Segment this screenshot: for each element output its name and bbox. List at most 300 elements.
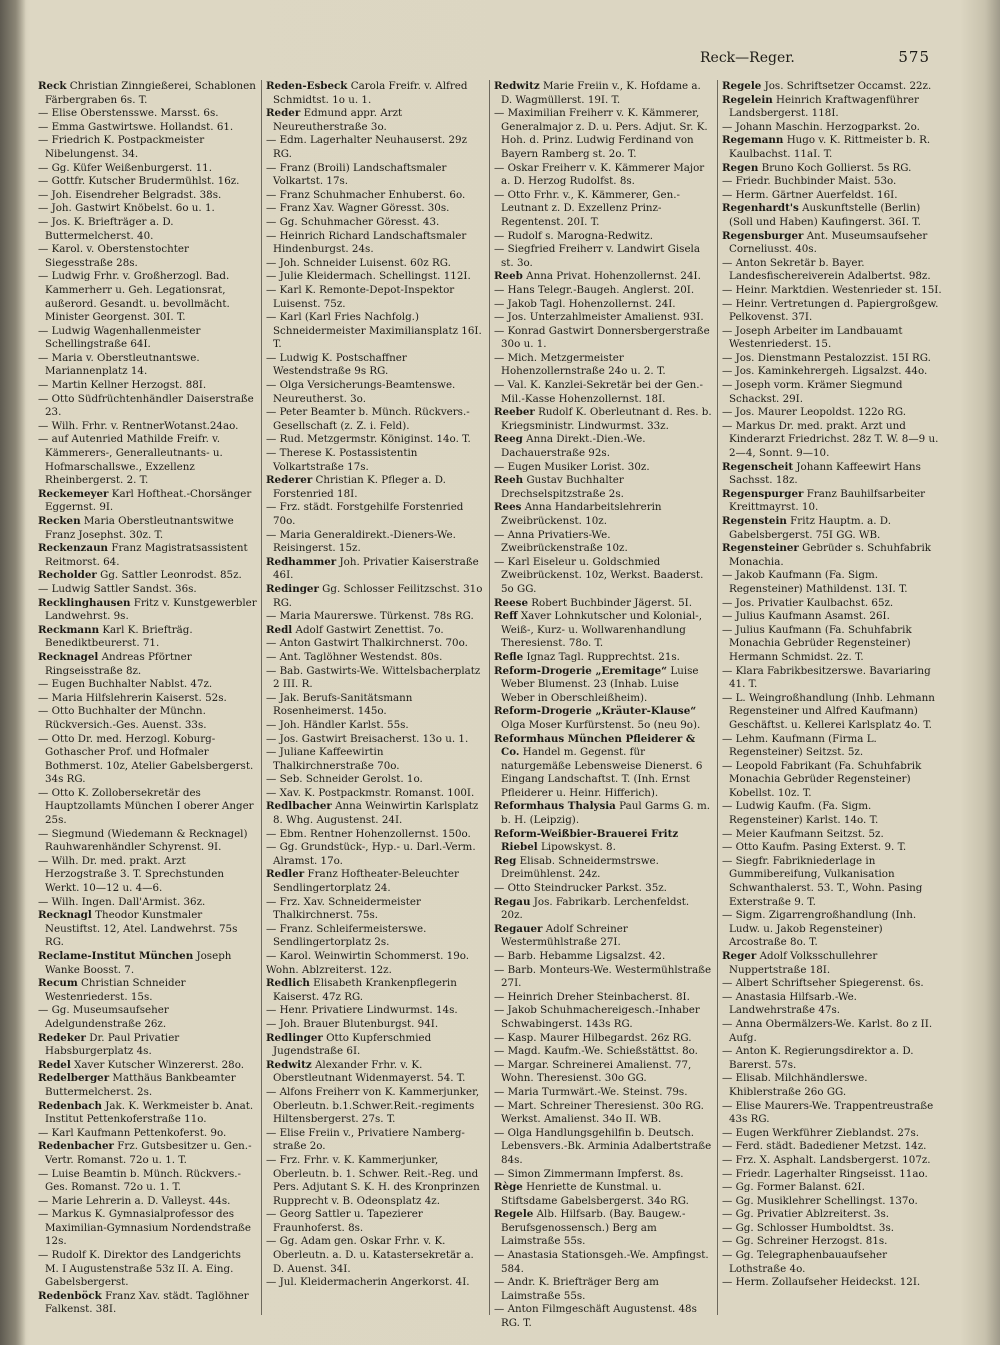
directory-entry [38,162,257,176]
entry-text: — Franz Xav. Wagner Göresst. 30s. [266,202,450,215]
directory-entry [266,433,485,447]
entry-surname: Regenhardt's [722,202,799,215]
directory-entry [38,216,257,243]
entry-text: — Anton Gastwirt Thalkirchnerst. 70o. [266,637,468,650]
entry-text: — Mart. Schreiner Theresienst. 30o RG. Werkst. Amalienst. 34o II. WB. [494,1099,704,1126]
column-2 [262,80,490,1315]
entry-text: — Maria Maurerswe. Türkenst. 78s RG. [266,610,474,623]
entry-text: — Markus K. Gymnasialprofessor des Maximilian-Gymnasium Nordendstraße 12s. [38,1208,251,1248]
entry-text: — Val. K. Kanzlei-Sekretär bei der Gen.-Mil.-Kasse Hohenzollernst. 18I. [494,379,704,405]
entry-surname: Recken [38,515,81,527]
entry-text: — Juliane Kaffeewirtin Thalkirchnerstraße 70o. [266,746,400,772]
directory-entry [38,733,257,787]
entry-text: — Gg. Grundstück-, Hyp.- u. Darl.-Verm. Alramst. 17o. [266,841,476,867]
entry-text: Adolf Schreiner Westermühlstraße 27I. [501,922,628,949]
entry-surname: Reclame-Institut München [38,950,194,962]
entry-text: — Siegmund (Wiedemann & Recknagel) Rauhwarenhändler Schyrenst. 9I. [38,827,248,854]
directory-entry [38,542,257,569]
directory-entry [494,1086,713,1100]
directory-entry [38,134,257,161]
entry-text: Hugo v. K. Rittmeister b. R. Kaulbachst. 11aI. T. [729,134,931,160]
directory-entry [266,1127,485,1154]
entry-text: — Maria Turmwärt.-We. Steinst. 79s. [494,1085,688,1098]
directory-entry [722,488,942,515]
entry-text: Franz Bauhilfsarbeiter Kreittmayrst. 10. [729,487,926,514]
directory-entry [494,610,713,651]
directory-entry [722,379,942,406]
entry-text: Jos. Schriftsetzer Occamst. 22z. [764,80,932,92]
entry-text: Christian K. Pfleger a. D. Forstenried 18I. [273,474,446,500]
entry-text: Heinrich Kraftwagenführer Landsbergerst. 118I. [729,93,919,120]
entry-text: — Heinrich Dreher Steinbacherst. 8I. [494,990,690,1003]
directory-entry [494,1168,713,1182]
entry-surname: Redenböck [38,1289,102,1302]
directory-entry [722,1140,942,1154]
directory-entry [266,406,485,433]
entry-surname: Reckmann [38,623,100,636]
entry-text: — Gg. Former Balanst. 62I. [722,1181,865,1194]
entry-text: Otto Kupferschmied Jugendstraße 6I. [273,1031,432,1058]
directory-entry [722,569,942,596]
directory-entry [38,393,257,420]
directory-entry [38,515,257,542]
entry-text: — Meier Kaufmann Seitzst. 5z. [722,827,884,840]
entry-text: Gg. Sattler Leonrodst. 85z. [100,569,242,582]
entry-text: Marie Freiin v., K. Hofdame a. D. Wagmüllerst. 19I. T. [501,80,701,106]
entry-text: — Rudolf s. Marogna-Redwitz. [494,229,653,242]
entry-text: Theodor Kunstmaler Neustiftst. 12, Atel. Landwehrst. 75s RG. [45,909,238,949]
entry-surname: Regele [722,80,762,92]
entry-surname: Reeg [494,433,523,446]
directory-entry [722,515,942,542]
directory-entry [494,1208,713,1249]
entry-text: — Edm. Lagerhalter Neuhauserst. 29z RG. [266,134,467,160]
entry-surname: Recknagel [38,650,99,663]
directory-entry [722,1235,942,1249]
directory-entry [494,1181,713,1208]
entry-text: — Gg. Museumsaufseher Adelgundenstraße 26z. [38,1004,169,1030]
entry-text: Rudolf K. Oberleutnant d. Res. b. Kriegsministr. Lindwurmst. 33z. [501,406,712,432]
directory-entry [722,1154,942,1168]
entry-text: Henriette de Kunstmal. u. Stiftsdame Gabelsbergerst. 34o RG. [501,1181,689,1207]
directory-entry [38,379,257,393]
directory-entry [266,610,485,624]
entry-surname: Recholder [38,569,97,582]
entry-text: — Jos. Privatier Kaulbachst. 65z. [722,596,894,609]
directory-entry [266,107,485,134]
directory-entry [494,311,713,325]
entry-text: Christian Zinngießerei, Schablonen Färbergraben 6s. T. [45,80,256,106]
entry-text: — Ludwig K. Postschaffner Westendstraße 9s RG. [266,351,407,378]
entry-text: — Kasp. Maurer Hilbegardst. 26z RG. [494,1031,692,1044]
directory-entry [38,270,257,324]
directory-entry [266,787,485,801]
directory-entry [266,964,485,978]
entry-text: — Julie Kleidermach. Schellingst. 112I. [266,270,471,283]
directory-entry [38,1059,257,1073]
directory-entry [38,896,257,910]
directory-entry [494,1004,713,1031]
directory-entry [266,828,485,842]
directory-entry [722,1127,942,1141]
directory-entry [494,1276,713,1303]
entry-text: — Gg. Schuhmacher Göresst. 43. [266,215,440,228]
entry-text: — Ebm. Rentner Hohenzollernst. 150o. [266,827,471,840]
directory-entry [722,1276,942,1290]
entry-text: — Heinr. Vertretungen d. Papiergroßgew. Pelkovenst. 37I. [722,297,939,324]
directory-entry [722,760,942,801]
directory-entry [266,583,485,610]
entry-text: Auskunftstelle (Berlin) (Soll und Haben) Kaufingerst. 36I. T. [729,202,921,228]
directory-entry [722,610,942,624]
entry-surname: Regauer [494,922,543,935]
directory-entry [494,950,713,964]
directory-entry [38,243,257,270]
entry-surname: Redenbacher [38,1140,114,1153]
entry-text: — Karol. v. Oberstenstochter Siegesstraße 28s. [38,243,189,269]
entry-text: — Gg. Privatier Ablzreiterst. 3s. [722,1208,890,1221]
entry-text: — Gg. Küfer Weißenburgerst. 11. [38,161,212,174]
entry-surname: Refle [494,650,524,663]
entry-text: — Ludwig Wagenhallenmeister Schellingstraße 64I. [38,324,201,351]
directory-entry [38,692,257,706]
directory-entry [494,270,713,284]
directory-entry [722,121,942,135]
directory-entry [266,162,485,189]
entry-text: — Wilh. Dr. med. prakt. Arzt Herzogstraße 3. T. Sprechstunden Werkt. 10—12 u. 4—6. [38,854,224,895]
entry-text: — Jakob Schuhmachereigesch.-Inhaber Schwabingerst. 143s RG. [494,1004,700,1030]
entry-text: Franz Magistratsassistent Reitmorst. 64. [45,542,248,568]
directory-entry [38,651,257,678]
entry-text: Anna Privat. Hohenzollernst. 24I. [526,270,701,283]
directory-entry [38,569,257,583]
entry-text: — Otto Buchhalter der Münchn. Rückversich.-Ges. Auenst. 33s. [38,705,207,731]
entry-surname: Regau [494,895,531,908]
entry-text: — Markus Dr. med. prakt. Arzt und Kinderarzt Friedrichst. 28z T. W. 8—9 u. 2—4, Sonnt. 9—10. [722,419,939,460]
entry-surname: Reese [494,596,529,609]
directory-entry [494,556,713,597]
entry-text: — Anna Privatiers-We. Zweibrückenstraße 10z. [494,528,628,555]
directory-entry [494,597,713,611]
entry-text: — Heinr. Marktdien. Westenrieder st. 15I. [722,283,942,296]
directory-entry [266,773,485,787]
entry-text: — Friedrich K. Postpackmeister Nibelungenst. 34. [38,134,205,160]
directory-entry [722,230,942,257]
directory-entry [494,733,713,801]
directory-entry [266,202,485,216]
entry-surname: Reform-Drogerie „Eremitage“ [494,664,668,677]
entry-surname: Redwitz [266,1058,312,1071]
column-1 [34,80,262,1315]
directory-entry [266,719,485,733]
entry-text: — Magd. Kaufm.-We. Schießstättst. 8o. [494,1045,698,1058]
directory-entry [38,678,257,692]
directory-entry [722,284,942,298]
entry-surname: Reform-Drogerie „Kräuter-Klause“ [494,705,697,718]
directory-entry [494,705,713,732]
entry-text: — Georg Sattler u. Tapezierer Fraunhoferst. 8s. [266,1208,423,1234]
column-4 [718,80,946,1315]
entry-text: — Elise Oberstensswe. Marsst. 6s. [38,107,219,120]
entry-text: — Gottfr. Kutscher Brudermühlst. 16z. [38,175,240,188]
entry-surname: Redenbach [38,1099,102,1112]
directory-entry [38,202,257,216]
entry-text: — Gg. Schlosser Humboldtst. 3s. [722,1221,895,1234]
directory-entry [722,1208,942,1222]
directory-entry [38,121,257,135]
entry-text: Andreas Pförtner Ringseisstraße 8z. [45,650,192,677]
directory-entry [722,298,942,325]
entry-text: Adolf Gastwirt Zenettist. 7o. [295,623,444,636]
entry-text: Alexander Frhr. v. K. Oberstleutnant Widenmayerst. 54. T. [273,1058,466,1085]
entry-text: Adolf Volksschullehrer Nuppertstraße 18I. [729,950,878,976]
directory-entry [266,923,485,950]
directory-entry [494,855,713,882]
entry-text: — Elise Freiin v., Privatiere Namberg-straße 2o. [266,1126,465,1153]
entry-text: — Oskar Freiherr v. K. Kämmerer Major a. D. Herzog Rudolfst. 8s. [494,161,705,188]
entry-text: — Klara Fabrikbesitzerswe. Bavariaring 41. T. [722,664,931,691]
entry-text: — Frz. städt. Forstgehilfe Forstenried 70o. [266,501,464,527]
directory-entry [266,270,485,284]
directory-entry [38,1195,257,1209]
entry-surname: Reform-Weißbier-Brauerei Fritz Riebel [494,827,679,854]
directory-entry [38,107,257,121]
directory-entry [38,189,257,203]
entry-surname: Reder [266,107,301,120]
entry-surname: Regele [494,1208,534,1221]
directory-entry [722,461,942,488]
entry-text: Karl K. Briefträg. Benediktbeurerst. 71. [45,623,193,650]
directory-entry [38,1004,257,1031]
directory-entry [266,950,485,964]
directory-entry [38,325,257,352]
directory-entry [494,406,713,433]
entry-text: Ignaz Tagl. Rupprechtst. 21s. [526,650,680,663]
directory-entry [38,1127,257,1141]
entry-text: — Rudolf K. Direktor des Landgerichts M. I Augustenstraße 53z II. A. Eing. Gabelsbergerst. [38,1249,241,1289]
directory-entry [38,855,257,896]
entry-surname: Redinger [266,582,319,595]
directory-entry [494,828,713,855]
directory-entry [266,896,485,923]
entry-text: Elisabeth Krankenpflegerin Kaiserst. 47z RG. [273,977,457,1003]
entry-text: — Simon Zimmermann Impferst. 8s. [494,1167,684,1180]
entry-text: — Andr. K. Briefträger Berg am Laimstraße 55s. [494,1276,659,1302]
directory-entry [722,841,942,855]
directory-entry [38,488,257,515]
entry-text: — Otto Kaufm. Pasing Exterst. 9. T. [722,841,907,854]
entry-text: Matthäus Bankbeamter Buttermelcherst. 2s. [45,1072,236,1098]
entry-text: — Margar. Schreinerei Amalienst. 77, Wohn. Theresienst. 30o GG. [494,1058,692,1085]
entry-text: — Otto Frhr. v., K. Kämmerer, Gen.-Leutnant z. D. Exzellenz Prinz-Regentenst. 20I. T. [494,188,680,228]
directory-entry [722,257,942,284]
entry-text: — Franz (Broili) Landschaftsmaler Volkartst. 17s. [266,161,447,188]
entry-text: Xaver Kutscher Winzererst. 28o. [74,1058,244,1071]
entry-text: Robert Buchbinder Jägerst. 5I. [531,596,692,609]
entry-surname: Reff [494,610,518,623]
entry-text: — Konrad Gastwirt Donnersbergerstraße 30o u. 1. [494,324,710,351]
entry-text: — Anastasia Stationsgeh.-We. Ampfingst. 584. [494,1249,709,1275]
directory-entry [266,624,485,638]
directory-entry [494,991,713,1005]
entry-text: — Albert Schriftseher Spiegerenst. 6s. [722,977,924,990]
directory-entry [38,352,257,379]
directory-entry [494,1249,713,1276]
entry-text: — Jul. Kleidermacherin Angerkorst. 4I. [266,1276,470,1289]
entry-text: — Jos. Gastwirt Breisacherst. 13o u. 1. [266,732,469,745]
directory-entry [494,189,713,230]
entry-surname: Reger [722,950,757,962]
entry-text: Christian Schneider Westenriederst. 15s. [45,977,186,1003]
entry-text: Anna Direkt.-Dien.-We. Dachauerstraße 92s. [501,433,646,460]
directory-entry [266,868,485,895]
entry-text: — Anton K. Regierungsdirektor a. D. Barerst. 57s. [722,1045,914,1071]
directory-entry [266,1154,485,1208]
directory-entry [266,352,485,379]
entry-text: — Frz. X. Asphalt. Landsbergerst. 107z. [722,1153,931,1166]
entry-text: — Eugen Werkführer Zieblandst. 27s. [722,1126,920,1139]
directory-entry [266,1235,485,1276]
entry-text: Gg. Schlosser Feilitzschst. 31o RG. [273,582,483,609]
directory-entry [38,1140,257,1167]
entry-text: Elisab. Schneidermstrswe. Dreimühlenst. 24z. [501,854,659,881]
directory-entry [266,1059,485,1086]
directory-entry [38,950,257,977]
entry-text: Gebrüder s. Schuhfabrik Monachia. [729,542,931,568]
directory-entry [38,1168,257,1195]
entry-surname: Redel [38,1058,71,1071]
entry-surname: Rège [494,1181,523,1194]
entry-text: — Friedr. Lagerhalter Ringseisst. 11ao. [722,1167,928,1180]
entry-text: — Julius Kaufmann (Fa. Schuhfabrik Monachia Gebrüder Regensteiner) Hermann Schmidst. 2z. T. [722,623,912,663]
directory-entry [722,1045,942,1072]
entry-surname: Redelberger [38,1072,110,1085]
entry-text: — Ant. Taglöhner Westendst. 80s. [266,650,443,663]
entry-surname: Regen [722,161,759,174]
entry-text: — Ludwig Frhr. v. Großherzogl. Bad. Kammerherr u. Geh. Legationsrat, außerord. Gesandt. u. bevollmächt. Minister Georgenst. 30I. T. [38,270,230,324]
directory-entry [266,556,485,583]
directory-entry [722,692,942,733]
directory-entry [722,80,942,94]
entry-text: — Lehm. Kaufmann (Firma L. Regensteiner) Seitzst. 5z. [722,732,877,759]
directory-entry [722,733,942,760]
entry-surname: Regemann [722,134,784,147]
entry-surname: Reformhaus Thalysia [494,800,616,813]
entry-text: — Ludwig Kaufm. (Fa. Sigm. Regensteiner) Karlst. 14o. T. [722,800,879,827]
directory-entry [722,189,942,203]
directory-entry [722,1100,942,1127]
entry-text: Maria Oberstleutnantswitwe Franz Josephst. 30z. T. [45,515,234,541]
directory-entry [266,841,485,868]
entry-text: — Leopold Fabrikant (Fa. Schuhfabrik Monachia Gebrüder Regensteiner) Kobellst. 10z. T. [722,759,922,799]
entry-text: — Mich. Metzgermeister Hohenzollernstraße 24o u. 2. T. [494,351,666,378]
directory-entry [722,991,942,1018]
directory-entry [722,909,942,950]
entry-text: — Karl Eiseleur u. Goldschmied Zweibrückenst. 10z, Werkst. Baaderst. 5o GG. [494,555,704,595]
entry-text: — Anastasia Hilfsarb.-We. Landwehrstraße 47s. [722,990,857,1017]
directory-entry [722,352,942,366]
entry-text: Fritz v. Kunstgewerbler Landwehrst. 9s. [45,596,257,623]
entry-text: — Barb. Hebamme Ligsalzst. 42. [494,950,666,962]
entry-text: — Seb. Schneider Gerolst. 1o. [266,773,423,786]
entry-text: — Herm. Zollaufseher Heideckst. 12I. [722,1276,921,1289]
directory-entry [722,325,942,352]
entry-text: — Xav. K. Postpackmstr. Romanst. 100I. [266,786,475,799]
directory-entry [38,787,257,828]
entry-text: Franz Xav. städt. Taglöhner Falkenst. 38I. [45,1289,249,1316]
entry-text: Luise Weber Blumenst. 23 (Inhab. Luise Weber in Oberschleißheim). [501,664,699,704]
entry-text: — Karl K. Remonte-Depot-Inspektor Luisenst. 75z. [266,283,455,310]
entry-text: — Barb. Monteurs-We. Westermühlstraße 27I. [494,963,712,990]
entry-text: — Heinrich Richard Landschaftsmaler Hindenburgst. 24s. [266,229,467,256]
directory-entry [266,379,485,406]
directory-entry [266,311,485,352]
directory-entry [266,257,485,271]
entry-text: Alb. Hilfsarb. (Bay. Baugew.-Berufsgenossensch.) Berg am Laimstraße 55s. [501,1208,686,1248]
running-head [700,48,930,72]
entry-text: Edmund appr. Arzt Neureutherstraße 3o. [273,107,403,133]
directory-entry [38,1100,257,1127]
directory-entry [38,1032,257,1059]
entry-text: — Maria Generaldirekt.-Dieners-We. Reisingerst. 15z. [266,528,456,555]
entry-text: — Jos. Maurer Leopoldst. 122o RG. [722,406,907,419]
directory-entry [266,1018,485,1032]
directory-entry [494,352,713,379]
entry-text: — Anna Obermälzers-We. Karlst. 8o z II. Aufg. [722,1017,933,1044]
entry-text: — Otto Dr. med. Herzogl. Koburg-Gothascher Prof. und Hofmaler Bothmerst. 10z, Atelier Gabelsbergerst. 34s RG. [38,732,254,786]
entry-text: — Franz. Schleifermeisterswe. Sendlingertorplatz 2s. [266,922,427,949]
directory-entry [38,1072,257,1099]
directory-entry [722,202,942,229]
entry-text: — Siegfried Freiherr v. Landwirt Gisela st. 3o. [494,243,700,269]
directory-entry [266,134,485,161]
entry-text: — Hans Telegr.-Baugeh. Anglerst. 20I. [494,283,695,296]
directory-entry [722,855,942,909]
directory-entry [722,977,942,991]
directory-entry [266,1004,485,1018]
directory-entry [494,107,713,161]
entry-text: Lipowskyst. 8. [540,841,616,854]
directory-entry [494,651,713,665]
entry-text: — Karol. Weinwirtin Schommerst. 19o. [266,950,470,962]
directory-entry [722,597,942,611]
entry-text: — Otto K. Zollobersekretär des Hauptzollamts München I oberer Anger 25s. [38,786,254,827]
entry-text: — Ferd. städt. Badediener Metzst. 14z. [722,1140,927,1153]
entry-text: — Peter Beamter b. Münch. Rückvers.-Gesellschaft (z. Z. i. Feld). [266,406,470,432]
entry-text: — Olga Versicherungs-Beamtenswe. Neureutherst. 3o. [266,379,456,405]
entry-text: — Joh. Schneider Luisenst. 60z RG. [266,256,451,269]
entry-text: Jos. Fabrikarb. Lerchenfeldst. 20z. [501,895,690,922]
directory-entry [722,624,942,665]
entry-text: — Friedr. Buchbinder Maist. 53o. [722,175,897,188]
directory-entry [38,433,257,487]
directory-entry [38,977,257,1004]
directory-entry [494,800,713,827]
directory-entry [266,665,485,692]
directory-entry [266,189,485,203]
binding-shadow [0,0,26,1345]
entry-text: Anna Weinwirtin Karlsplatz 8. Whg. Augustenst. 24I. [273,800,479,827]
directory-entry [266,692,485,719]
entry-text: — Frz. Xav. Schneidermeister Thalkirchnerst. 75s. [266,895,421,922]
entry-text: — Jos. Unterzahlmeister Amalienst. 93I. [494,311,704,324]
entry-surname: Redhammer [266,555,337,568]
directory-entry [266,977,485,1004]
page-number: 575 [898,48,930,66]
directory-entry [494,1127,713,1168]
directory-entry [494,1100,713,1127]
directory-entry [722,175,942,189]
